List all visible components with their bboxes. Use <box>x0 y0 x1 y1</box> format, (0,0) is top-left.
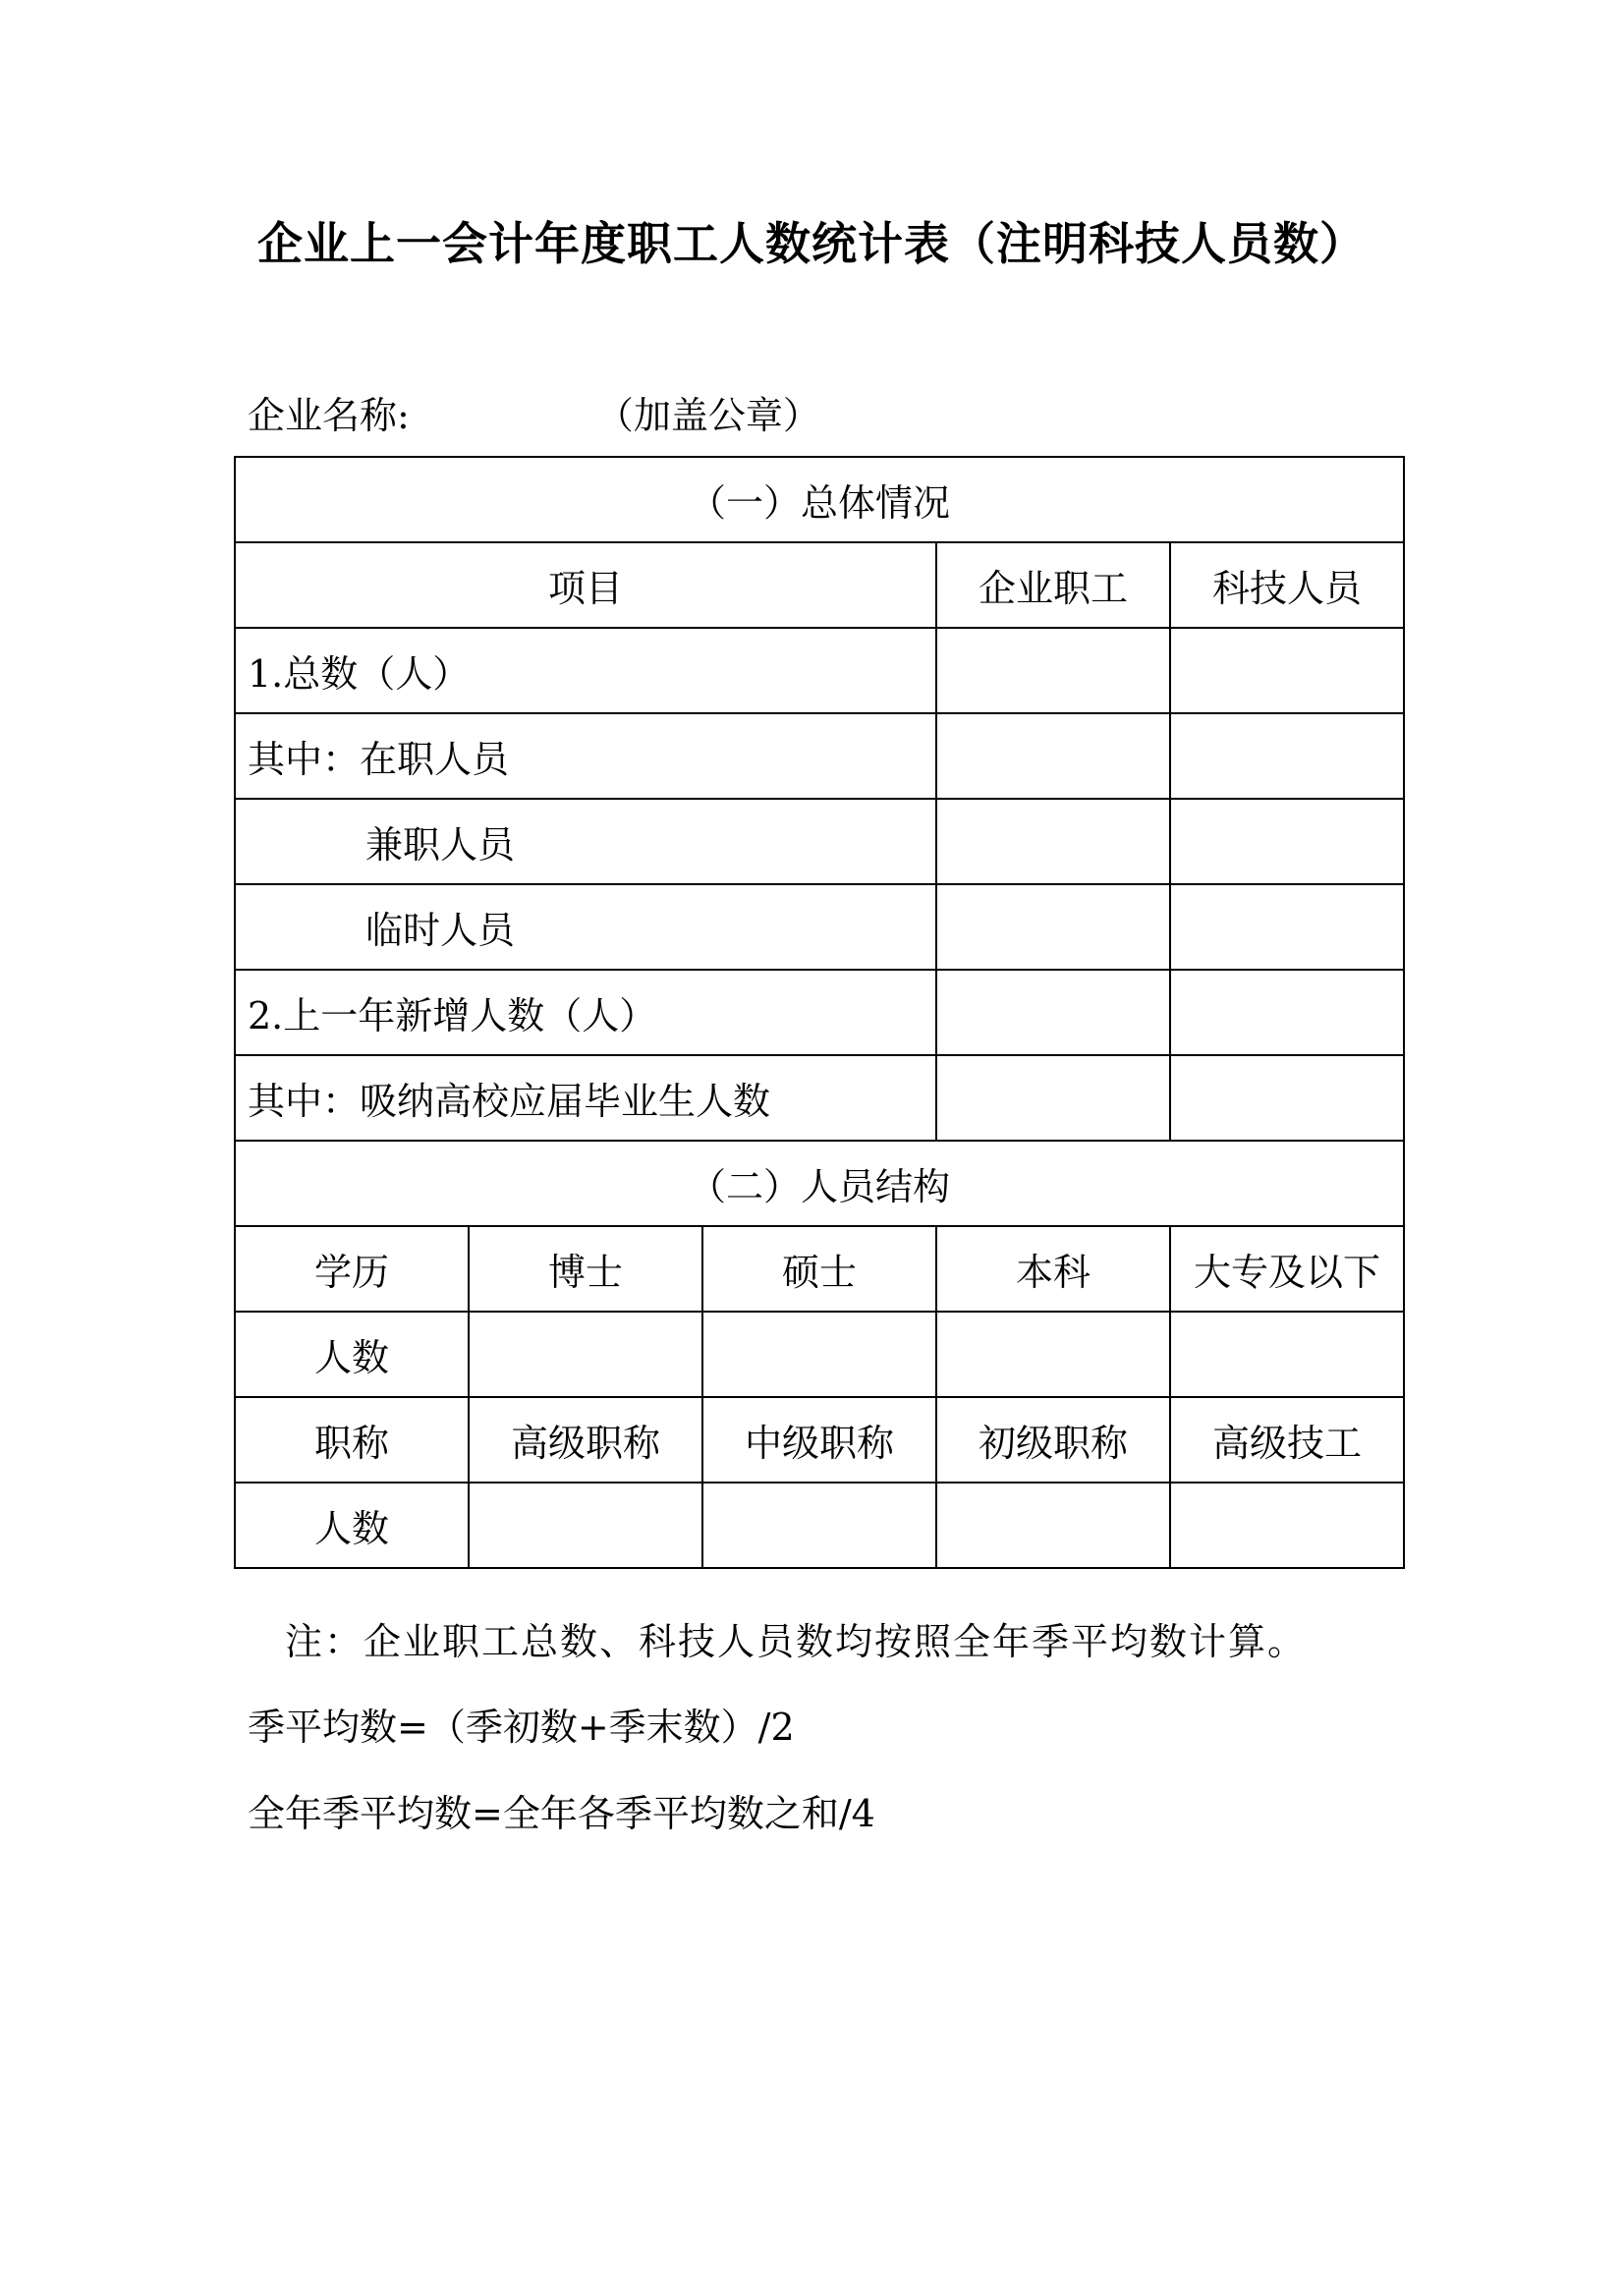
titles-label: 职称 <box>235 1397 469 1483</box>
title-intermediate: 中级职称 <box>702 1397 936 1483</box>
cell-junior-count[interactable] <box>936 1483 1170 1568</box>
note-quarter-average: 季平均数=（季初数+季末数）/2 <box>248 1706 795 1749</box>
row-label-graduates: 其中：吸纳高校应届毕业生人数 <box>235 1055 936 1141</box>
header-tech-staff: 科技人员 <box>1170 542 1404 628</box>
staff-statistics-table <box>234 456 1405 1569</box>
table-row <box>235 713 1404 799</box>
cell-parttime-employees[interactable] <box>936 799 1170 884</box>
education-count-label: 人数 <box>235 1312 469 1397</box>
cell-temporary-tech[interactable] <box>1170 884 1404 970</box>
company-name-label: 企业名称: <box>248 394 410 437</box>
section2-heading: （二）人员结构 <box>235 1141 1404 1226</box>
cell-graduates-tech[interactable] <box>1170 1055 1404 1141</box>
table-row <box>235 970 1404 1055</box>
cell-intermediate-count[interactable] <box>702 1483 936 1568</box>
row-label-temporary: 临时人员 <box>235 884 936 970</box>
seal-note: （加盖公章） <box>595 394 820 437</box>
title-senior: 高级职称 <box>469 1397 702 1483</box>
table-row <box>235 628 1404 713</box>
cell-fulltime-tech[interactable] <box>1170 713 1404 799</box>
row-label-fulltime: 其中：在职人员 <box>235 713 936 799</box>
company-line <box>248 385 820 439</box>
row-label-parttime: 兼职人员 <box>235 799 936 884</box>
cell-parttime-tech[interactable] <box>1170 799 1404 884</box>
cell-bachelor-count[interactable] <box>936 1312 1170 1397</box>
title-junior: 初级职称 <box>936 1397 1170 1483</box>
section1-header-row <box>235 542 1404 628</box>
table-row <box>235 884 1404 970</box>
title-senior-technician: 高级技工 <box>1170 1397 1404 1483</box>
row-label-new-hires: 2.上一年新增人数（人） <box>235 970 936 1055</box>
education-bachelor: 本科 <box>936 1226 1170 1312</box>
titles-header-row <box>235 1397 1404 1483</box>
cell-technician-count[interactable] <box>1170 1483 1404 1568</box>
cell-new-hires-tech[interactable] <box>1170 970 1404 1055</box>
cell-master-count[interactable] <box>702 1312 936 1397</box>
education-header-row <box>235 1226 1404 1312</box>
education-college: 大专及以下 <box>1170 1226 1404 1312</box>
note-annual-average: 全年季平均数=全年各季平均数之和/4 <box>248 1792 875 1835</box>
cell-total-employees[interactable] <box>936 628 1170 713</box>
cell-new-hires-employees[interactable] <box>936 970 1170 1055</box>
education-phd: 博士 <box>469 1226 702 1312</box>
table-row <box>235 799 1404 884</box>
table-row <box>235 1055 1404 1141</box>
page-title: 企业上一会计年度职工人数统计表（注明科技人员数） <box>257 217 1366 270</box>
cell-temporary-employees[interactable] <box>936 884 1170 970</box>
titles-count-row <box>235 1483 1404 1568</box>
note-calculation: 注：企业职工总数、科技人员数均按照全年季平均数计算。 <box>285 1620 1308 1663</box>
header-item: 项目 <box>235 542 936 628</box>
cell-total-tech[interactable] <box>1170 628 1404 713</box>
cell-college-count[interactable] <box>1170 1312 1404 1397</box>
row-label-total: 1.总数（人） <box>235 628 936 713</box>
section1-heading-row <box>235 457 1404 542</box>
education-label: 学历 <box>235 1226 469 1312</box>
education-count-row <box>235 1312 1404 1397</box>
header-employees: 企业职工 <box>936 542 1170 628</box>
cell-fulltime-employees[interactable] <box>936 713 1170 799</box>
education-master: 硕士 <box>702 1226 936 1312</box>
cell-graduates-employees[interactable] <box>936 1055 1170 1141</box>
section2-heading-row <box>235 1141 1404 1226</box>
cell-phd-count[interactable] <box>469 1312 702 1397</box>
titles-count-label: 人数 <box>235 1483 469 1568</box>
section1-heading: （一）总体情况 <box>235 457 1404 542</box>
cell-senior-count[interactable] <box>469 1483 702 1568</box>
